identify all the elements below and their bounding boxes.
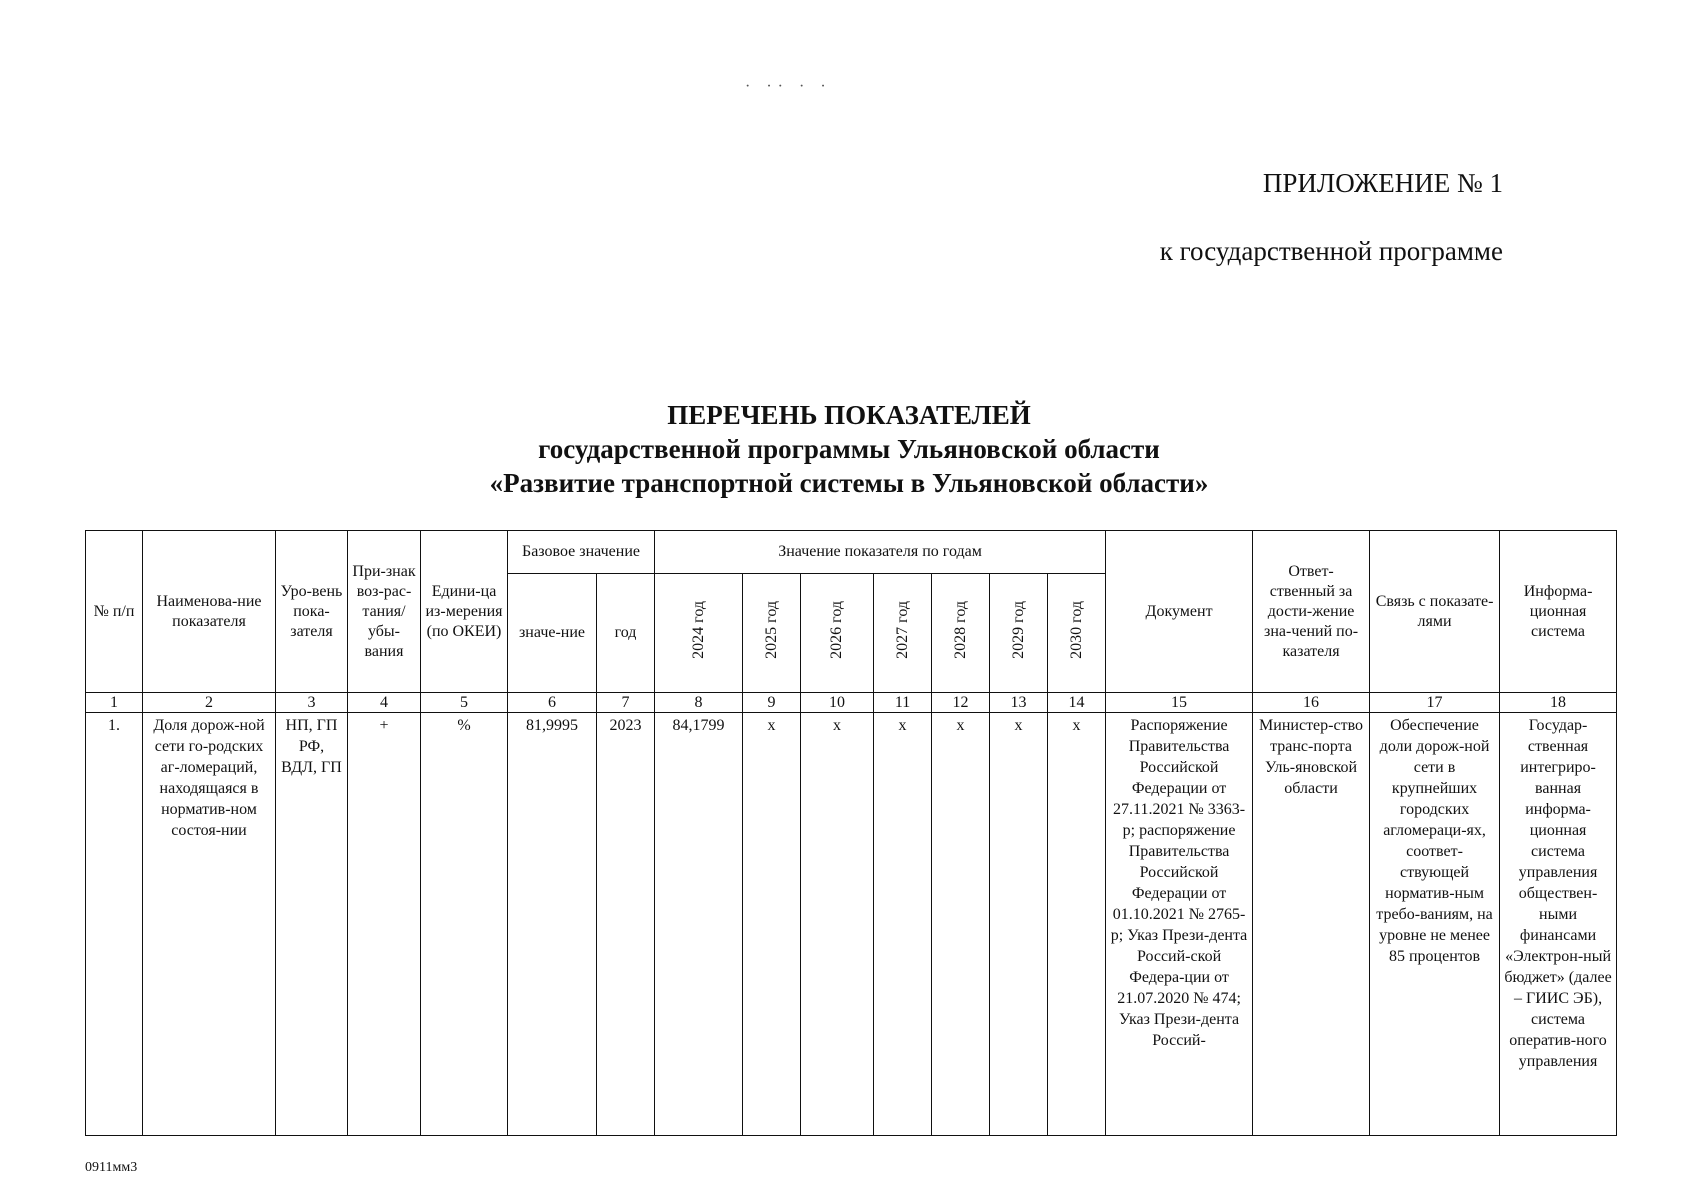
document-heading [0, 398, 1698, 500]
header-name: Наименова-ние показателя [143, 531, 276, 693]
cell-indicator-name: Доля дорож-ной сети го-родских аг-ломераций, находящаяся в норматив-ном состоя-нии [143, 713, 276, 1136]
cell-document: Распоряжение Правительства Российской Федерации от 27.11.2021 № 3363-р; распоряжение Правительства Российской Федерации от 01.10.2021 № 2765-р; Указ Прези-дента Россий-ской Федера-ции от 21.07.2020 № 474; Указ Прези-дента Россий- [1106, 713, 1253, 1136]
column-number: 2 [143, 693, 276, 713]
appendix-title: ПРИЛОЖЕНИЕ № 1 [1262, 168, 1503, 198]
cell-2026: x [801, 713, 874, 1136]
header-info-system: Информа-ционная система [1500, 531, 1617, 693]
column-number-row [86, 693, 1617, 713]
column-number: 15 [1106, 693, 1253, 713]
column-number: 6 [508, 693, 597, 713]
scan-marks: · ·· · · [745, 78, 832, 95]
cell-info-system: Государ-ственная интегриро-ванная информа-ционная система управления обществен-ными финансами «Электрон-ный бюджет» (далее – ГИИС ЭБ), система оператив-ного управления [1500, 713, 1617, 1136]
column-number: 10 [801, 693, 874, 713]
column-number: 11 [874, 693, 932, 713]
column-number: 9 [743, 693, 801, 713]
header-base-group: Базовое значение [508, 531, 655, 574]
heading-line-3: «Развитие транспортной системы в Ульяновской области» [489, 468, 1209, 498]
header-base-year: год [597, 574, 655, 693]
cell-2028: x [932, 713, 990, 1136]
cell-link: Обеспечение доли дорож-ной сети в крупнейших городских агломераци-ях, соответ-ствующей норматив-ным требо-ваниям, на уровне не менее 85 процентов [1370, 713, 1500, 1136]
header-unit: Едини-ца из-мерения (по ОКЕИ) [421, 531, 508, 693]
header-year-2030-label: 2030 год [1067, 601, 1085, 659]
indicators-table [85, 530, 1617, 1136]
column-number: 12 [932, 693, 990, 713]
cell-2029: x [990, 713, 1048, 1136]
header-year-2029 [990, 574, 1048, 693]
cell-sign: + [348, 713, 421, 1136]
header-sign: При-знак воз-рас-тания/ убы-вания [348, 531, 421, 693]
cell-2025: x [743, 713, 801, 1136]
column-number: 3 [276, 693, 348, 713]
column-number: 16 [1253, 693, 1370, 713]
cell-base-year: 2023 [597, 713, 655, 1136]
cell-unit: % [421, 713, 508, 1136]
column-number: 13 [990, 693, 1048, 713]
cell-2030: x [1048, 713, 1106, 1136]
column-number: 17 [1370, 693, 1500, 713]
header-year-2025-label: 2025 год [762, 601, 780, 659]
column-number: 8 [655, 693, 743, 713]
header-year-2029-label: 2029 год [1009, 601, 1027, 659]
table-row [86, 713, 1617, 1136]
header-year-2024 [655, 574, 743, 693]
column-number: 1 [86, 693, 143, 713]
column-number: 4 [348, 693, 421, 713]
cell-responsible: Министер-ство транс-порта Уль-яновской области [1253, 713, 1370, 1136]
cell-no: 1. [86, 713, 143, 1136]
cell-level: НП, ГП РФ, ВДЛ, ГП [276, 713, 348, 1136]
header-year-2030 [1048, 574, 1106, 693]
footer-code: 0911мм3 [85, 1160, 138, 1175]
header-year-2026-label: 2026 год [828, 601, 846, 659]
header-link: Связь с показате-лями [1370, 531, 1500, 693]
header-responsible: Ответ-ственный за дости-жение зна-чений по-казателя [1253, 531, 1370, 693]
cell-base-value: 81,9995 [508, 713, 597, 1136]
header-year-2026 [801, 574, 874, 693]
cell-2027: x [874, 713, 932, 1136]
header-year-2028 [932, 574, 990, 693]
appendix-subtitle: к государственной программе [1159, 236, 1503, 266]
column-number: 14 [1048, 693, 1106, 713]
header-document: Документ [1106, 531, 1253, 693]
header-base-value: значе-ние [508, 574, 597, 693]
header-level: Уро-вень пока-зателя [276, 531, 348, 693]
header-year-2027 [874, 574, 932, 693]
header-row-top [86, 531, 1617, 574]
column-number: 18 [1500, 693, 1617, 713]
column-number: 7 [597, 693, 655, 713]
column-number: 5 [421, 693, 508, 713]
cell-2024: 84,1799 [655, 713, 743, 1136]
header-no: № п/п [86, 531, 143, 693]
heading-line-1: ПЕРЕЧЕНЬ ПОКАЗАТЕЛЕЙ [667, 400, 1031, 430]
header-year-2024-label: 2024 год [689, 601, 707, 659]
header-year-2028-label: 2028 год [951, 601, 969, 659]
heading-line-2: государственной программы Ульяновской области [538, 434, 1160, 464]
header-years-group: Значение показателя по годам [655, 531, 1106, 574]
header-year-2027-label: 2027 год [893, 601, 911, 659]
header-year-2025 [743, 574, 801, 693]
